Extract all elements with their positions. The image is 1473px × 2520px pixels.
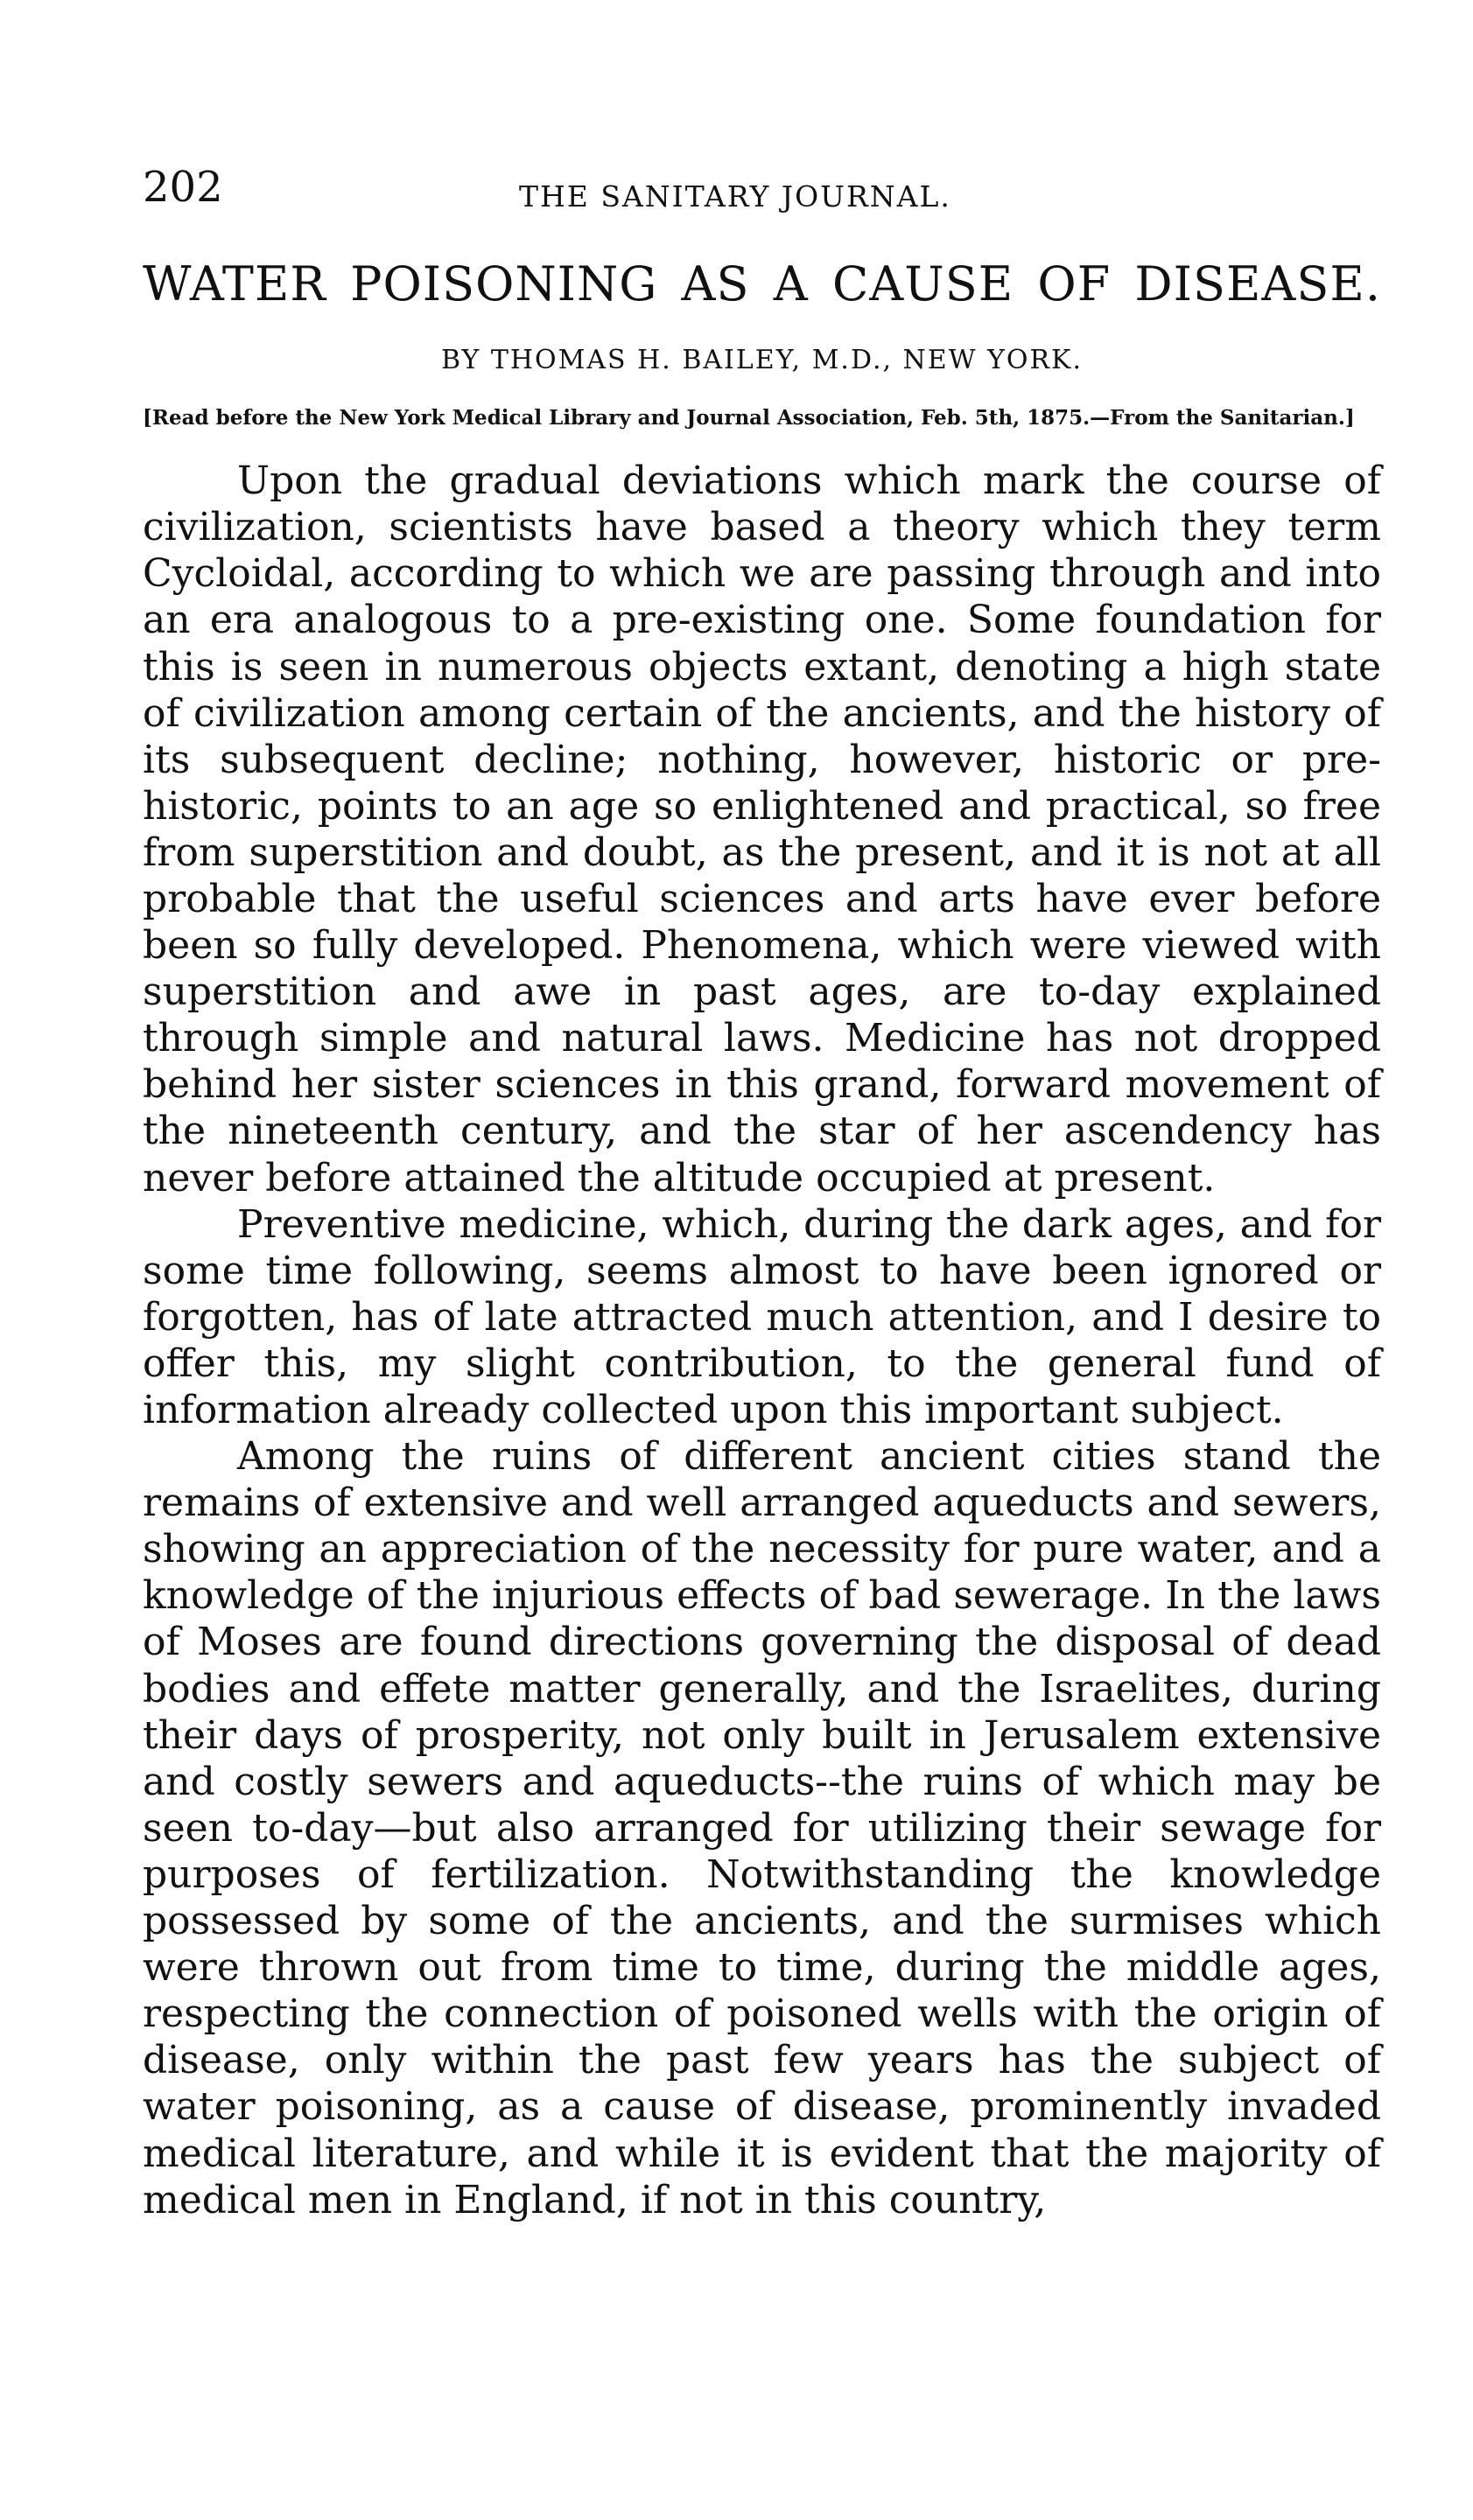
article-body (143, 458, 1381, 2223)
page-number: 202 (143, 163, 223, 212)
journal-page (143, 131, 1381, 2223)
journal-name: THE SANITARY JOURNAL. (519, 179, 951, 214)
running-head (143, 131, 1381, 214)
paragraph-3: Among the ruins of different ancient cities stand the remains of extensive and well arranged aqueducts and sewers, showing an appreciation of the necessity for pure water, and a knowledge of the injurious effects of bad sewerage. In the laws of Moses are found directions governing the disposal of dead bodies and effete matter generally, and the Israelites, during their days of prosperity, not only built in Jerusalem extensive and costly sewers and aqueducts--the ruins of which may be seen to-day—but also arranged for utilizing their sewage for purposes of fertilization. Notwithstanding the knowledge possessed by some of the ancients, and the surmises which were thrown out from time to time, during the middle ages, respecting the connection of poisoned wells with the origin of disease, only within the past few years has the subject of water poisoning, as a cause of disease, prominently invaded medical literature, and while it is evident that the majority of medical men in England, if not in this country, (143, 1434, 1381, 2222)
source-note: [Read before the New York Medical Library and Journal Association, Feb. 5th, 1875.—From the Sanitarian.] (143, 406, 1355, 430)
article-byline: BY THOMAS H. BAILEY, M.D., NEW YORK. (440, 345, 1084, 376)
paragraph-1: Upon the gradual deviations which mark the course of civilization, scientists have based a theory which they term Cycloidal, according to which we are passing through and into an era analogous to a pre-existing one. Some foundation for this is seen in numerous objects extant, denoting a high state of civilization among certain of the ancients, and the history of its subsequent decline; nothing, however, historic or pre-historic, points to an age so enlightened and practical, so free from superstition and doubt, as the present, and it is not at all probable that the useful sciences and arts have ever before been so fully developed. Phenomena, which were viewed with superstition and awe in past ages, are to-day explained through simple and natural laws. Medicine has not dropped behind her sister sciences in this grand, forward movement of the nineteenth century, and the star of her ascendency has never before attained the altitude occupied at present. (143, 458, 1381, 1200)
paragraph-2: Preventive medicine, which, during the dark ages, and for some time following, seems almost to have been ignored or forgotten, has of late attracted much attention, and I desire to offer this, my slight contribution, to the general fund of information already collected upon this important subject. (143, 1201, 1381, 1433)
article-title: WATER POISONING AS A CAUSE OF DISEASE. (143, 256, 1381, 312)
